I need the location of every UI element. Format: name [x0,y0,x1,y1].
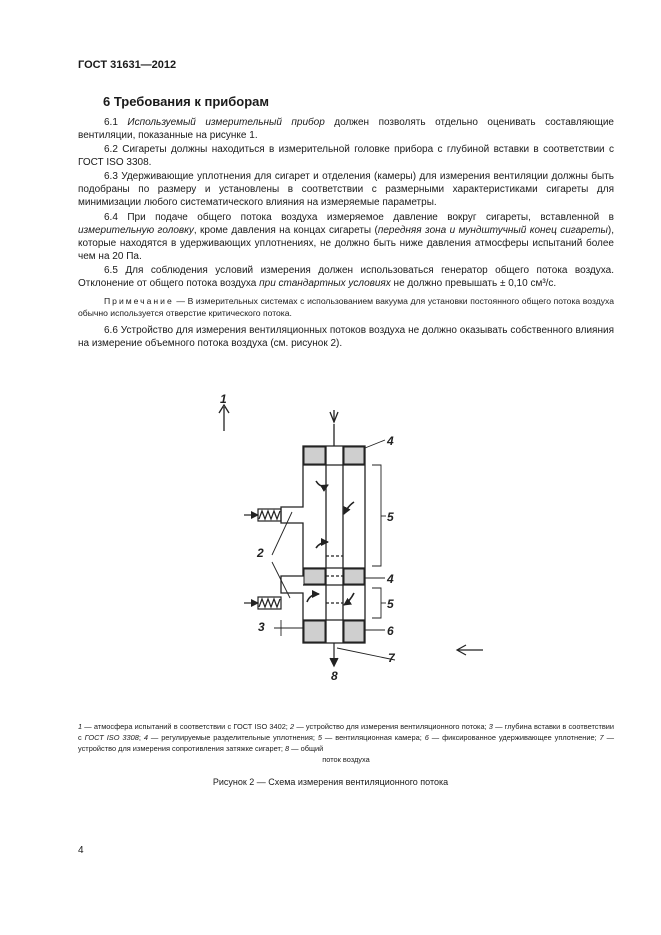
figure-label-7: 7 [388,651,395,665]
measuring-head-body [281,446,365,643]
figure-label-4-lower: 4 [387,572,394,586]
figure-label-5-lower: 5 [387,597,394,611]
separating-seal-top-right [344,447,364,464]
figure-label-5-upper: 5 [387,510,394,524]
ventilation-measurement-diagram [0,380,661,690]
paragraph-6-1: 6.1 Используемый измерительный прибор должен позволять отдельно оценивать составляющие вентиляции, показанные на рисунке 1. [78,117,614,141]
figure-label-8: 8 [331,669,338,683]
figure-label-4-upper: 4 [387,434,394,448]
section-title: 6 Требования к приборам [103,94,270,109]
paragraph-6-4: 6.4 При подаче общего потока воздуха измеряемое давление вокруг сигареты, вставленной в измерительную головку, кроме давления на концах сигареты (передняя зона и мундштучный конец сигареты), которые находятся в удерживающих уплотнениях, не должно быть ниже давления атмосферы испытаний более чем на 20 Па. [78,212,614,262]
page-number: 4 [78,845,84,856]
figure-label-1: 1 [220,392,227,406]
figure-label-2: 2 [257,546,264,560]
fixed-seal-left [304,621,325,642]
figure-caption: Рисунок 2 — Схема измерения вентиляционного потока [212,777,449,787]
paragraph-6-3: 6.3 Удерживающие уплотнения для сигарет и отделения (камеры) для измерения вентиляции должны быть подобраны по размеру и установлены в соответствии с размерными характеристиками сигареты для минимизации любого систематического влияния на измеряемые параметры. [78,171,614,208]
figure-label-3: 3 [258,620,265,634]
separating-seal-mid-left [304,569,325,584]
separating-seal-mid-right [344,569,364,584]
note-paragraph: Примечание — В измерительных системах с использованием вакуума для установки постоянного общего потока воздуха обычно используется отверстие критического потока. [78,296,614,318]
separating-seal-top-left [304,447,325,464]
document-standard-header: ГОСТ 31631—2012 [78,59,177,71]
figure-label-6: 6 [387,624,394,638]
paragraph-6-2: 6.2 Сигареты должны находиться в измерительной головке прибора с глубиной вставки в соответствии с ГОСТ ISO 3308. [78,144,614,168]
paragraph-6-5: 6.5 Для соблюдения условий измерения должен использоваться генератор общего потока воздуха. Отклонение от общего потока воздуха при стандартных условиях не должно превышать ± 0,10 см³/с. [78,265,614,289]
paragraph-6-6: 6.6 Устройство для измерения вентиляционных потоков воздуха не должно оказывать собственного влияния на измерение объемного потока воздуха (см. рисунок 2). [78,325,614,349]
figure-legend: 1 — атмосфера испытаний в соответствии с ГОСТ ISO 3402; 2 — устройство для измерения вентиляционного потока; 3 — глубина вставки в соответствии с ГОСТ ISO 3308; 4 — регулируемые разделительные уплотнения; 5 — вентиляционная камера; 6 — фиксированное удерживающее уплотнение; 7 — устройство для измерения сопротивления затяжке сигарет; 8 — общий поток воздуха [78,722,615,764]
fixed-seal-right [344,621,364,642]
